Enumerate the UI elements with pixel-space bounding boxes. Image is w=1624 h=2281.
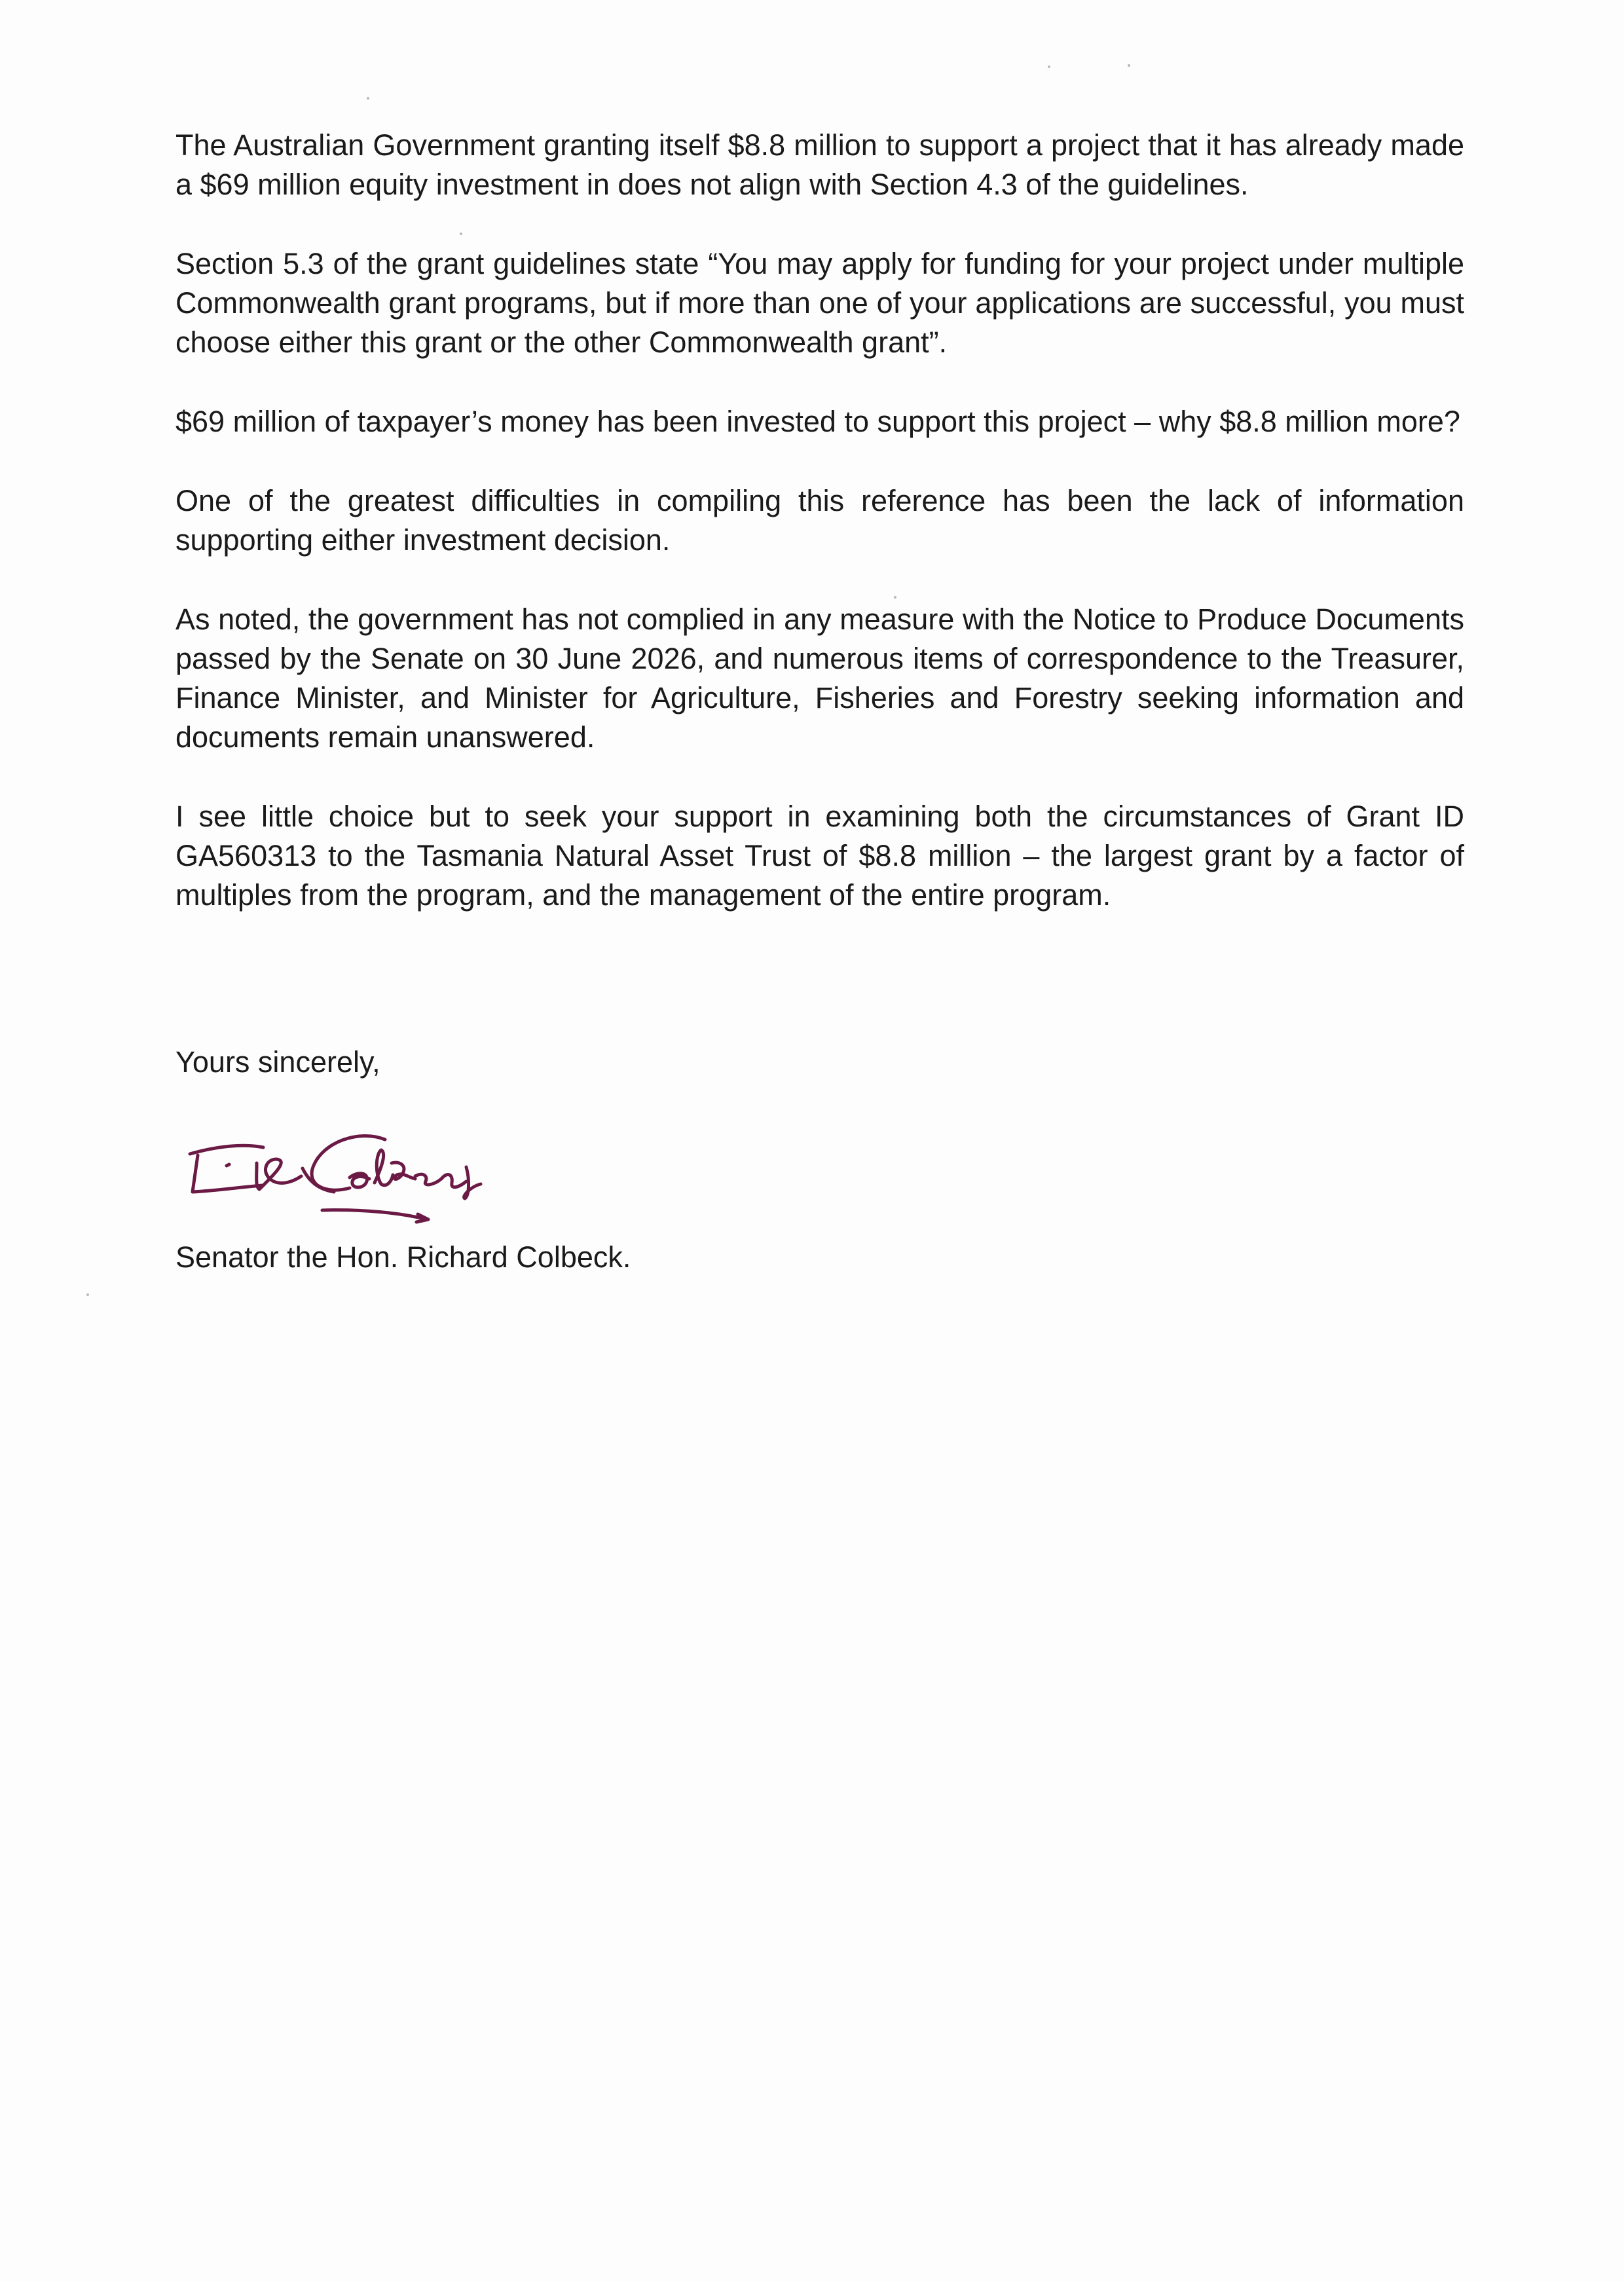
handwritten-signature	[178, 1113, 545, 1251]
paragraph-notice-to-produce: As noted, the government has not complied in any measure with the Notice to Produce Documents passed by the Senate on 30 June 2026, and numerous items of correspondence to the Treasurer, Finance Minister, and Minister for Agriculture, Fisheries and Forestry seeking information and documents remain unanswered.	[175, 603, 1464, 754]
paragraph-lack-of-information: One of the greatest difficulties in compiling this reference has been the lack of information supporting either investment decision.	[175, 484, 1464, 557]
paragraph-equity-investment: The Australian Government granting itself $8.8 million to support a project that it has already made a $69 million equity investment in does not align with Section 4.3 of the guidelines.	[175, 128, 1464, 201]
scan-speck	[86, 1293, 89, 1296]
scan-speck	[460, 232, 462, 235]
scan-speck	[1128, 64, 1130, 67]
scan-speck	[367, 97, 369, 100]
paragraph-section-5-3: Section 5.3 of the grant guidelines state “You may apply for funding for your project under multiple Commonwealth grant programs, but if more than one of your applications are successful, you must choose either this grant or the other Commonwealth grant”.	[175, 247, 1464, 359]
scan-speck	[1048, 65, 1050, 68]
paragraph-taxpayer-money: $69 million of taxpayer’s money has been invested to support this project – why $8.8 million more?	[175, 405, 1460, 438]
signatory-name: Senator the Hon. Richard Colbeck.	[175, 1240, 631, 1274]
closing-salutation: Yours sincerely,	[175, 1045, 380, 1079]
paragraph-request-support: I see little choice but to seek your support in examining both the circumstances of Grant ID GA560313 to the Tasmania Natural Asset Trust of $8.8 million – the largest grant by a factor of multiples from the program, and the management of the entire program.	[175, 800, 1464, 912]
scan-speck	[894, 596, 896, 599]
letter-body	[175, 126, 1464, 955]
